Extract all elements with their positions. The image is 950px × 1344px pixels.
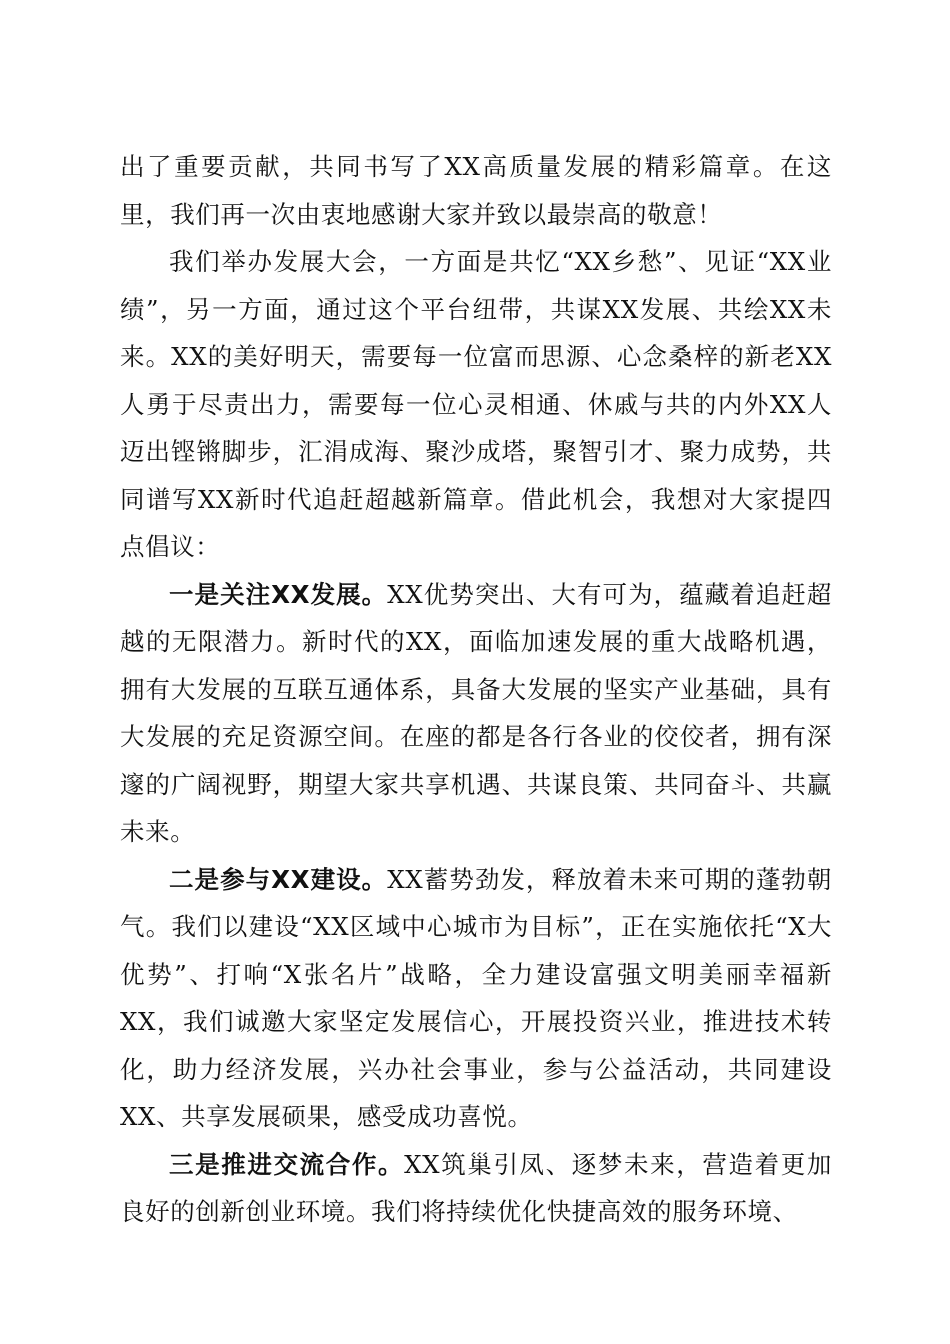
paragraph-lead-heading: 一是关注XX发展。 (169, 579, 388, 609)
paragraph-text: 出了重要贡献，共同书写了XX高质量发展的精彩篇章。在这里，我们再一次由衷地感谢大家并致以最崇高的敬意！ (120, 152, 832, 229)
document-body (120, 143, 832, 1236)
paragraph-text: XX筑巢引凤、逐梦未来，营造着更加良好的创新创业环境。我们将持续优化快捷高效的服务环境、 (120, 1149, 832, 1226)
paragraph-text: XX蓄势劲发，释放着未来可期的蓬勃朝气。我们以建设“XX区域中心城市为目标”，正在实施依托“X大优势”、打响“X张名片”战略，全力建设富强文明美丽幸福新XX，我们诚邀大家坚定发展信心，开展投资兴业，推进技术转化，助力经济发展，兴办社会事业，参与公益活动，共同建设XX、共享发展硕果，感受成功喜悦。 (120, 864, 832, 1131)
paragraph-proposal-three (120, 1141, 832, 1236)
paragraph-conference-purpose (120, 238, 832, 571)
paragraph-text: 我们举办发展大会，一方面是共忆“XX乡愁”、见证“XX业绩”，另一方面，通过这个平台纽带，共谋XX发展、共绘XX未来。XX的美好明天，需要每一位富而思源、心念桑梓的新老XX人勇于尽责出力，需要每一位心灵相通、休戚与共的内外XX人迈出铿锵脚步，汇涓成海、聚沙成塔，聚智引才、聚力成势，共同谱写XX新时代追赶超越新篇章。借此机会，我想对大家提四点倡议： (120, 247, 832, 561)
paragraph-closing-thanks (120, 143, 832, 238)
paragraph-proposal-one (120, 571, 832, 856)
paragraph-lead-heading: 二是参与XX建设。 (169, 864, 388, 894)
paragraph-proposal-two (120, 856, 832, 1141)
paragraph-text: XX优势突出、大有可为，蕴藏着追赶超越的无限潜力。新时代的XX，面临加速发展的重大战略机遇，拥有大发展的互联互通体系，具备大发展的坚实产业基础，具有大发展的充足资源空间。在座的都是各行各业的佼佼者，拥有深邃的广阔视野，期望大家共享机遇、共谋良策、共同奋斗、共赢未来。 (120, 579, 832, 846)
paragraph-lead-heading: 三是推进交流合作。 (169, 1149, 405, 1179)
